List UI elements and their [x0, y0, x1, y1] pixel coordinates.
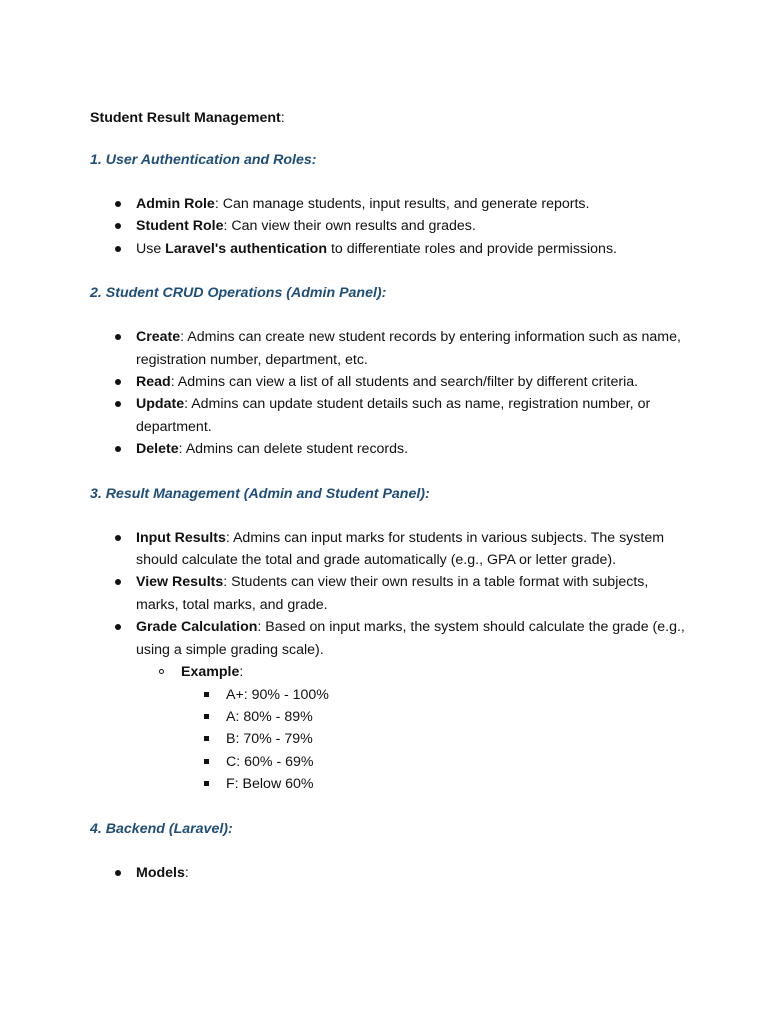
item-text: : Admins can input marks for students in various subjects. The system should calculate the total and grade automatically (e.g., GPA or letter grade). [136, 529, 665, 569]
item-text: : Admins can update student details such as name, registration number, or department. [136, 396, 651, 435]
item-term: Update [136, 396, 185, 413]
grade-item [181, 728, 690, 750]
item-term: Read [136, 374, 171, 391]
title-bold: Student Result Management [90, 110, 281, 126]
square-bullet-icon [204, 759, 209, 764]
list-item [90, 527, 690, 572]
item-text: : Admins can view a list of all students and search/filter by different criteria. [170, 374, 639, 391]
item-term: Admin Role [136, 196, 215, 212]
list-item [90, 862, 690, 884]
grade-item [181, 684, 690, 706]
list-item [90, 215, 690, 237]
grade-item [181, 706, 690, 728]
item-term: Student Role [136, 218, 224, 235]
item-text: : Admins can create new student records by entering information such as name, registration number, department, etc. [136, 329, 681, 368]
list-item [90, 326, 690, 371]
item-text: to differentiate roles and provide permissions. [327, 240, 617, 257]
bullet-icon [115, 624, 121, 630]
backend-list [90, 862, 690, 884]
bullet-icon [115, 246, 121, 252]
item-text: : Can manage students, input results, and generate reports. [214, 196, 590, 212]
item-term: View Results [136, 574, 224, 591]
section-heading-authentication: 1. User Authentication and Roles: [90, 152, 317, 168]
section-heading-backend: 4. Backend (Laravel): [90, 820, 233, 837]
square-bullet-icon [204, 692, 209, 697]
authentication-list [90, 193, 690, 260]
bullet-icon [115, 446, 121, 452]
bullet-icon [115, 223, 121, 229]
bullet-icon [115, 201, 121, 207]
list-item [90, 438, 690, 460]
item-term: Delete [136, 441, 179, 458]
document-page [90, 108, 690, 907]
list-item [90, 193, 690, 215]
grade-text: F: Below 60% [226, 776, 314, 793]
title-colon: : [280, 110, 285, 126]
item-text: : [184, 864, 189, 881]
item-text: : Can view their own results and grades. [223, 218, 476, 235]
item-prefix: Use [136, 240, 166, 257]
grade-text: B: 70% - 79% [226, 731, 313, 748]
document-title [90, 108, 690, 128]
bullet-icon [115, 379, 121, 385]
item-term: Models [136, 864, 185, 881]
grade-item [181, 773, 690, 795]
grade-text: A+: 90% - 100% [226, 686, 329, 703]
crud-list [90, 326, 690, 460]
section-heading-crud: 2. Student CRUD Operations (Admin Panel): [90, 285, 387, 302]
list-item [90, 393, 690, 438]
item-term: Create [136, 329, 181, 346]
bullet-icon [115, 579, 121, 585]
list-item [136, 661, 690, 795]
item-term: Input Results [136, 529, 226, 546]
item-term: Laravel's authentication [165, 240, 328, 257]
list-item [90, 616, 690, 795]
bullet-icon [115, 334, 121, 340]
list-item [90, 571, 690, 616]
bullet-icon [115, 870, 121, 876]
grade-item [181, 751, 690, 773]
item-text: : Admins can delete student records. [178, 441, 409, 458]
bullet-icon [115, 401, 121, 407]
grade-scale-list [181, 684, 690, 796]
grade-text: A: 80% - 89% [226, 708, 313, 725]
example-term: Example [181, 664, 240, 681]
grade-text: C: 60% - 69% [226, 753, 314, 770]
example-colon: : [239, 664, 244, 681]
list-item [90, 238, 690, 260]
list-item [90, 371, 690, 393]
section-heading-result-management: 3. Result Management (Admin and Student Panel): [90, 485, 430, 502]
example-list [136, 661, 690, 795]
result-management-list [90, 527, 690, 796]
hollow-bullet-icon [159, 669, 164, 674]
square-bullet-icon [204, 714, 209, 719]
bullet-icon [115, 535, 121, 541]
square-bullet-icon [204, 781, 209, 786]
item-text: : Based on input marks, the system should calculate the grade (e.g., using a simple grading scale). [136, 619, 685, 658]
item-text: : Students can view their own results in a table format with subjects, marks, total marks, and grade. [136, 574, 649, 613]
item-term: Grade Calculation [136, 619, 258, 636]
square-bullet-icon [204, 736, 209, 741]
